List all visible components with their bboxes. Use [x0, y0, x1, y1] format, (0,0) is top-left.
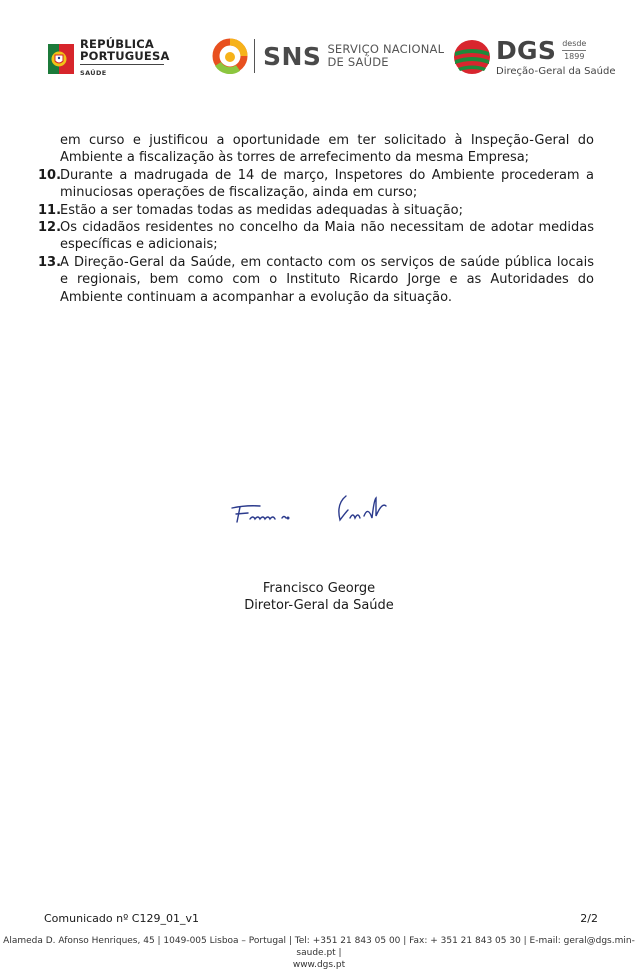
document-body	[38, 132, 594, 306]
dgs-emblem-icon	[452, 38, 492, 76]
dgs-since-divider	[562, 50, 586, 51]
dgs-abbr: DGS	[496, 36, 557, 65]
sns-line1: SERVIÇO NACIONAL	[327, 42, 445, 56]
item-text: A Direção-Geral da Saúde, em contacto com os serviços de saúde pública locais e regionais, bem como com o Instituto Ricardo Jorge e as Autoridades do Ambiente continuam a acompanhar a evolução da situação.	[60, 254, 594, 305]
sns-line2: DE SAÚDE	[327, 55, 389, 69]
address-line: Alameda D. Afonso Henriques, 45 | 1049-005 Lisboa – Portugal | Tel: +351 21 843 05 00 | Fax: + 351 21 843 05 30 | E-mail: geral@dgs.min-saude.pt |	[3, 936, 635, 958]
list-item	[38, 254, 594, 306]
item-text: Estão a ser tomadas todas as medidas adequadas à situação;	[60, 202, 464, 218]
dgs-since-year: 1899	[564, 52, 585, 61]
dgs-logo	[452, 36, 616, 77]
signer-title: Diretor-Geral da Saúde	[244, 598, 394, 613]
dgs-full-name: Direção-Geral da Saúde	[496, 66, 616, 77]
rp-sub: SAÚDE	[80, 69, 107, 77]
item-number: 10.	[38, 167, 62, 183]
list-item	[38, 167, 594, 202]
page-number: 2/2	[580, 912, 598, 925]
website-link[interactable]: www.dgs.pt	[292, 960, 346, 970]
signer-block	[0, 580, 638, 614]
handwritten-signature	[224, 488, 414, 528]
rp-line1: REPÚBLICA	[80, 37, 154, 51]
item-number: 11.	[38, 202, 62, 218]
sns-logo	[212, 38, 444, 74]
letterhead	[0, 36, 638, 86]
rp-rule	[80, 64, 164, 65]
republica-portuguesa-logo	[48, 38, 170, 79]
footer-address	[0, 935, 638, 971]
portugal-emblem-icon	[48, 42, 74, 76]
item-text: Os cidadãos residentes no concelho da Maia não necessitam de adotar medidas específicas e adicionais;	[60, 220, 594, 253]
rp-line2: PORTUGUESA	[80, 49, 170, 63]
sns-divider	[254, 39, 255, 73]
sns-ring-icon	[212, 38, 248, 74]
sns-abbr: SNS	[263, 41, 322, 71]
item-number: 12.	[38, 220, 62, 236]
list-item	[38, 202, 594, 219]
continuation-paragraph: em curso e justificou a oportunidade em ter solicitado à Inspeção-Geral do Ambiente a fiscalização às torres de arrefecimento da mesma Empresa;	[60, 133, 594, 166]
document-reference: Comunicado nº C129_01_v1	[44, 912, 199, 925]
dgs-since-label: desde	[562, 39, 587, 48]
item-text: Durante a madrugada de 14 de março, Inspetores do Ambiente procederam a minuciosas operações de fiscalização, ainda em curso;	[60, 167, 594, 201]
list-item	[38, 219, 594, 254]
item-number: 13.	[38, 254, 62, 270]
signer-name: Francisco George	[262, 581, 376, 596]
